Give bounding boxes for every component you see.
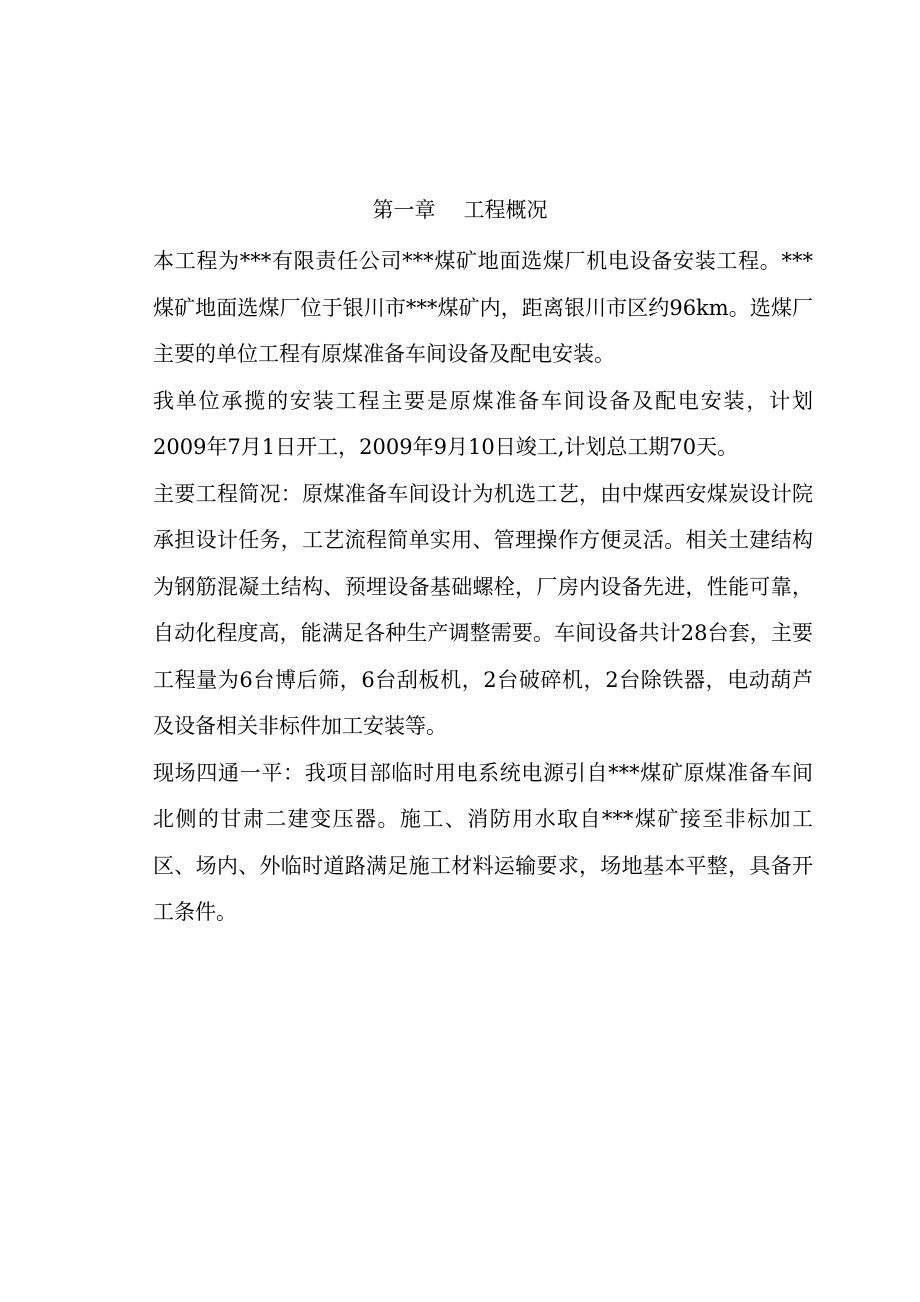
paragraph-site-conditions: 现场四通一平：我项目部临时用电系统电源引自***煤矿原煤准备车间北侧的甘肃二建变压器。施工、消防用水取自***煤矿接至非标加工区、场内、外临时道路满足施工材料运输要求，场地基本平整，具备开工条件。 [153,760,813,924]
document-body [153,238,813,936]
chapter-number: 第一章 [372,198,436,222]
chapter-heading [0,196,920,224]
paragraph-project-intro: 本工程为***有限责任公司***煤矿地面选煤厂机电设备安装工程。***煤矿地面选煤厂位于银川市***煤矿内，距离银川市区约96km。选煤厂主要的单位工程有原煤准备车间设备及配电安装。 [153,249,813,366]
paragraph-schedule: 我单位承揽的安装工程主要是原煤准备车间设备及配电安装，计划2009年7月1日开工，2009年9月10日竣工,计划总工期70天。 [153,388,813,459]
chapter-title: 工程概况 [463,198,548,222]
paragraph-project-summary: 主要工程简况：原煤准备车间设计为机选工艺，由中煤西安煤炭设计院承担设计任务，工艺流程简单实用、管理操作方便灵活。相关土建结构为钢筋混凝土结构、预埋设备基础螺栓，厂房内设备先进，性能可靠，自动化程度高，能满足各种生产调整需要。车间设备共计28台套，主要工程量为6台博后筛，6台刮板机，2台破碎机，2台除铁器，电动葫芦及设备相关非标件加工安装等。 [153,481,813,738]
